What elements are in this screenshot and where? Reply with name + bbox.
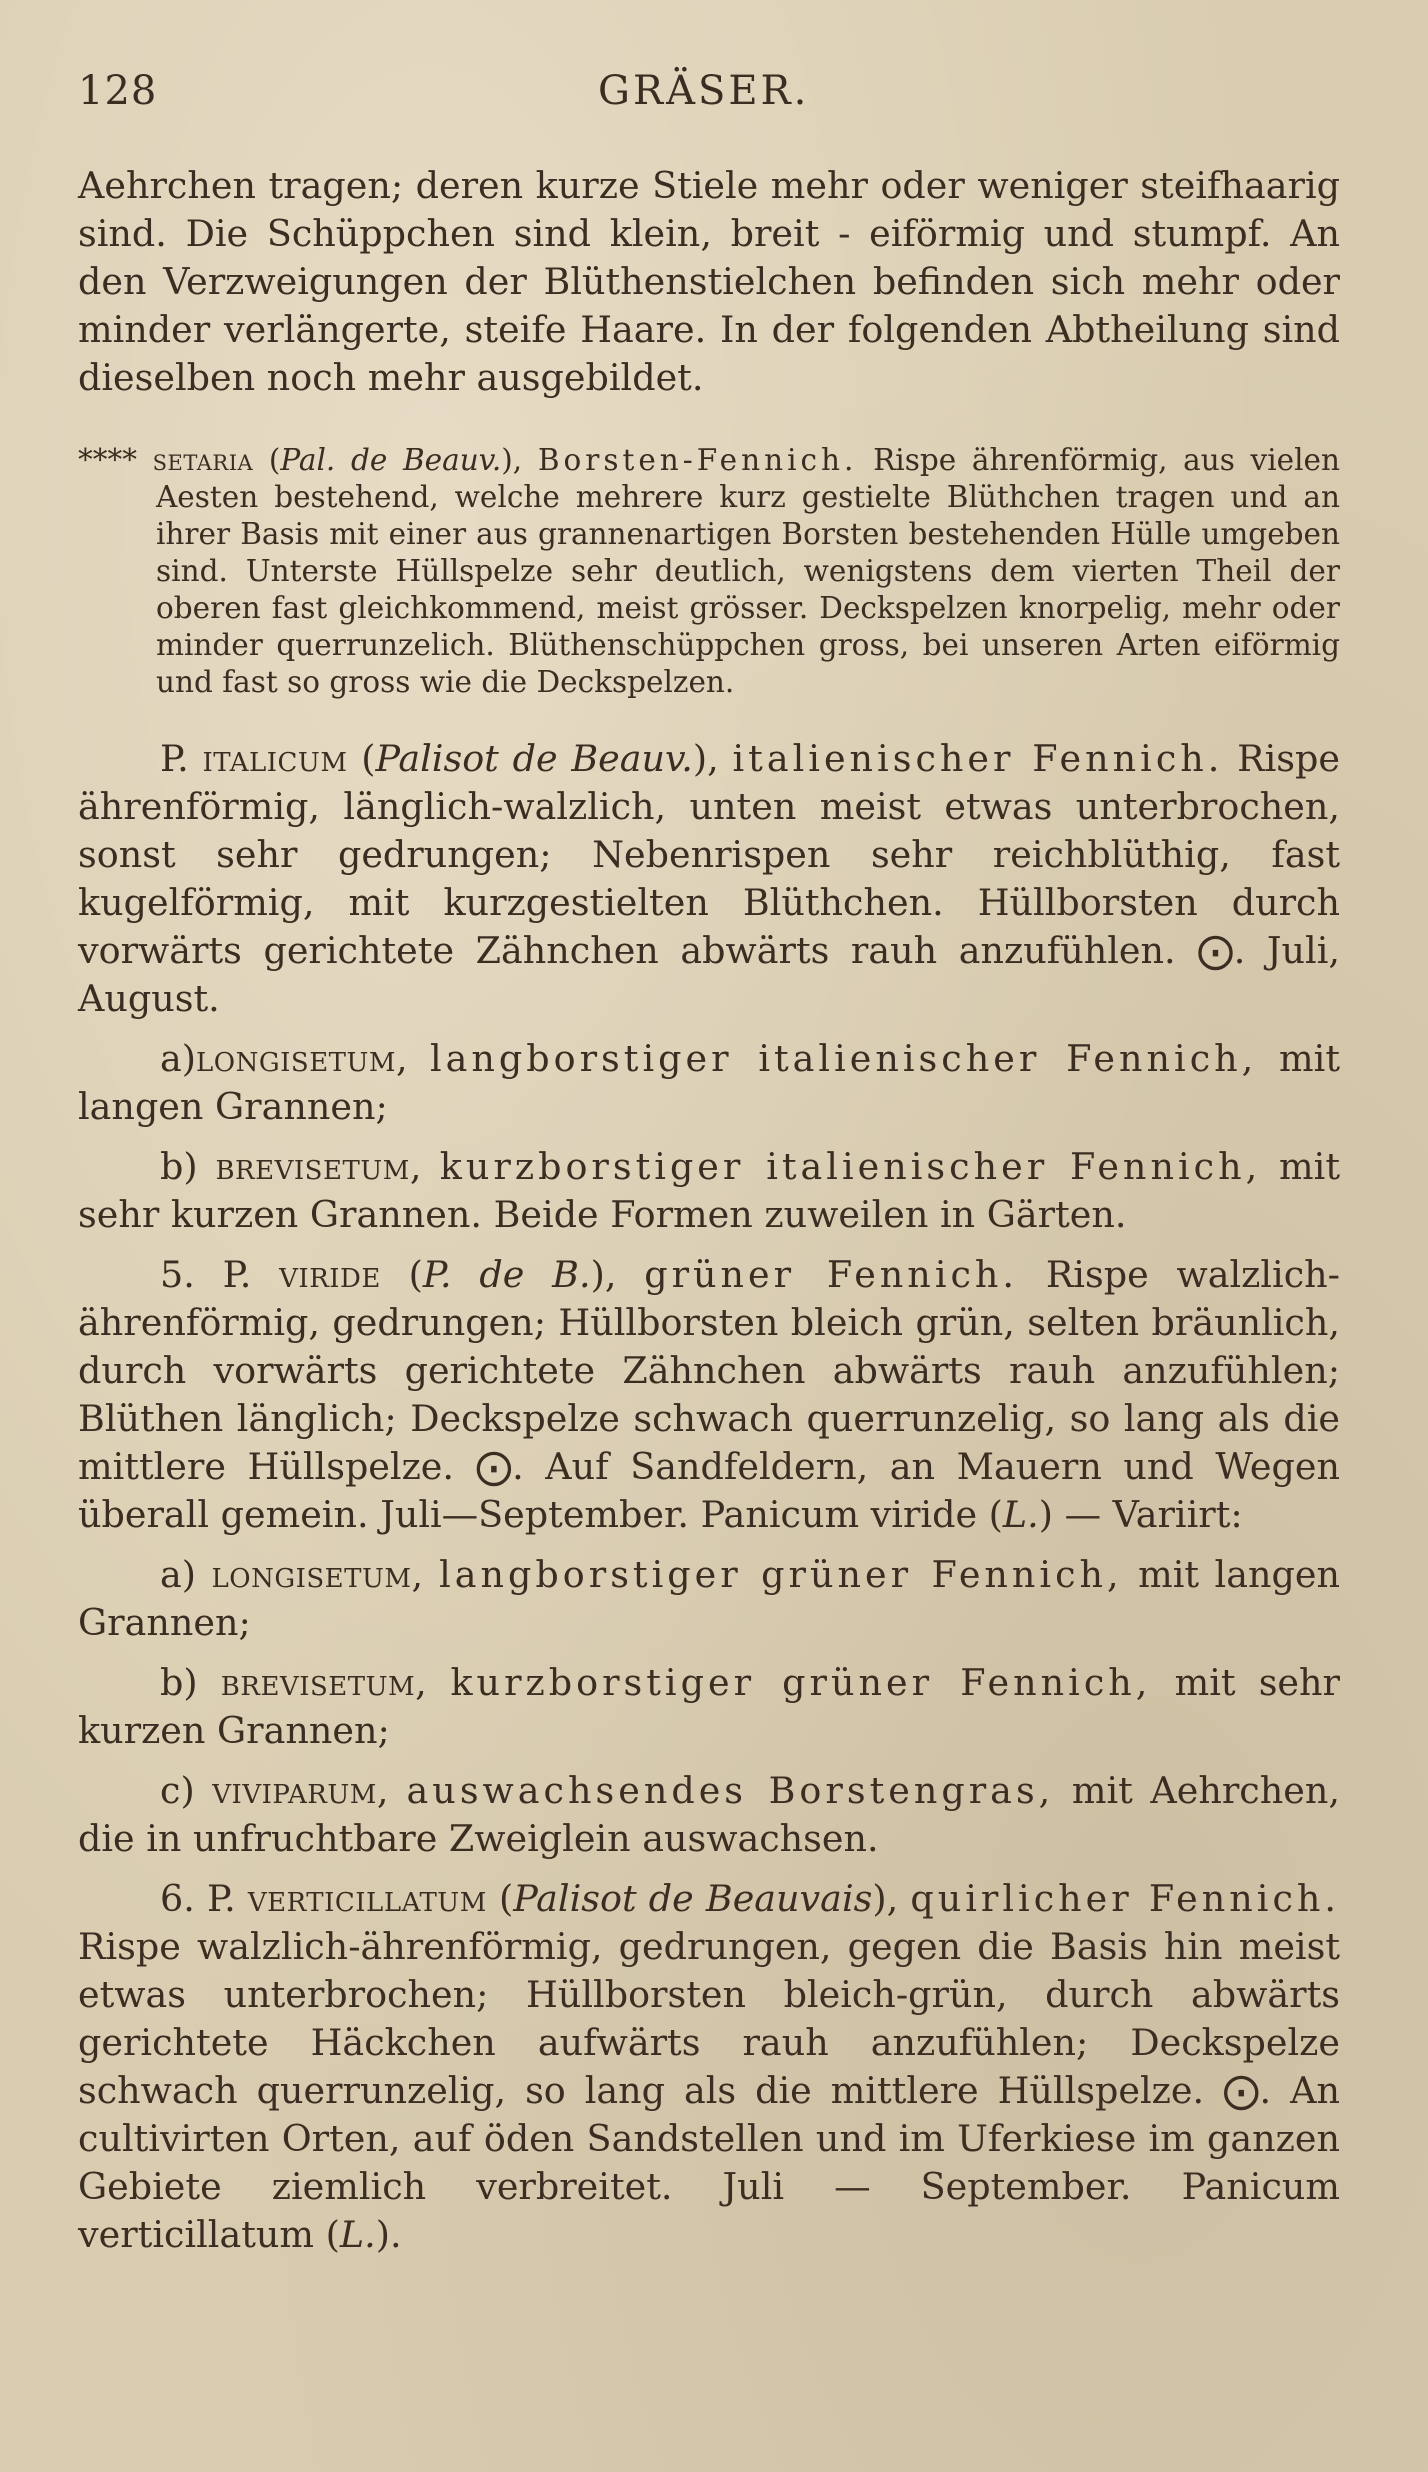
genus: P. xyxy=(222,1253,252,1296)
variety-name: brevisetum, xyxy=(215,1145,422,1188)
entry-number: 6. xyxy=(160,1877,195,1920)
description: Rispe walzlich-ährenförmig, gedrungen; Hüllborsten bleich grün, selten bräunlich, durch vorwärts gerichtete Zähnchen abwärts rauh anzufühlen; Blüthen länglich; Deckspelze schwach querrunzelig, so lang als die mittlere Hüllspelze. xyxy=(78,1253,1340,1488)
common-name: quirlicher Fennich. xyxy=(910,1877,1341,1920)
annual-symbol-icon: ⨀ xyxy=(475,1445,513,1488)
tail: ) — Variirt: xyxy=(1038,1493,1243,1536)
synonym-author: L. xyxy=(339,2213,376,2256)
genus-name: setaria xyxy=(152,443,254,477)
description: Rispe ährenförmig, länglich-walzlich, unten meist etwas unterbrochen, sonst sehr gedrungen; Nebenrispen sehr reichblüthig, fast kugelförmig, mit kurzgestielten Blüthchen. Hüllborsten durch vorwärts gerichtete Zähnchen abwärts rauh anzufühlen. xyxy=(78,737,1340,972)
author: Palisot de Beauv. xyxy=(375,737,693,780)
stars: **** xyxy=(78,443,137,477)
common-name: grüner Fennich. xyxy=(644,1253,1019,1296)
entry-number: 5. xyxy=(160,1253,195,1296)
description: mit Aehrchen, die in unfruchtbare Zweiglein auswachsen. xyxy=(78,1769,1340,1860)
genus: P. xyxy=(206,1877,236,1920)
description: Rispe walzlich-ährenförmig, gedrungen, gegen die Basis hin meist etwas unterbrochen; Hüllborsten bleich-grün, durch abwärts gerichtete Häckchen aufwärts rauh anzufühlen; Deckspelze schwach querrunzelig, so lang als die mittlere Hüllspelze. xyxy=(78,1925,1340,2112)
page-body xyxy=(78,162,1340,2259)
variety-name: longisetum, xyxy=(196,1037,409,1080)
page-number: 128 xyxy=(78,68,158,114)
habitat: An cultivirten Orten, auf öden Sandstellen und im Uferkiese im ganzen Gebiete ziemlich verbreitet. Juli — September. Panicum verticillatum ( xyxy=(78,2069,1340,2256)
description: Rispe ährenförmig, aus vielen Aesten bestehend, welche mehrere kurz gestielte Blüthchen tragen und an ihrer Basis mit einer aus grannenartigen Borsten bestehenden Hülle umgeben sind. Unterste Hüllspelze sehr deutlich, wenigstens dem vierten Theil der oberen fast gleichkommend, meist grösser. Deckspelzen knorpelig, mehr oder minder querrunzelich. Blüthenschüppchen gross, bei unseren Arten eiförmig und fast so gross wie die Deckspelzen. xyxy=(156,443,1340,699)
paragraph-italicum: P. italicum (Palisot de Beauv.), italienischer Fennich. Rispe ährenförmig, länglich-walzlich, unten meist etwas unterbrochen, sonst sehr gedrungen; Nebenrispen sehr reichblüthig, fast kugelförmig, mit kurzgestielten Blüthchen. Hüllborsten durch vorwärts gerichtete Zähnchen abwärts rauh anzufühlen. ⨀. Juli, August. xyxy=(78,737,1340,1020)
paragraph-setaria: **** setaria (Pal. de Beauv.), Borsten-Fennich. Rispe ährenförmig, aus vielen Aesten bestehend, welche mehrere kurz gestielte Blüthchen tragen und an ihrer Basis mit einer aus grannenartigen Borsten bestehenden Hülle umgeben sind. Unterste Hüllspelze sehr deutlich, wenigstens dem vierten Theil der oberen fast gleichkommend, meist grösser. Deckspelzen knorpelig, mehr oder minder querrunzelich. Blüthenschüppchen gross, bei unseren Arten eiförmig und fast so gross wie die Deckspelzen. xyxy=(78,443,1340,699)
species-name: italicum xyxy=(202,737,348,780)
running-head: GRÄSER. xyxy=(598,68,810,114)
paragraph-intro: Aehrchen tragen; deren kurze Stiele mehr oder weniger steifhaarig sind. Die Schüppchen sind klein, breit - eiförmig und stumpf. An den Verzweigungen der Blüthenstielchen befinden sich mehr oder minder verlängerte, steife Haare. In der folgenden Abtheilung sind dieselben noch mehr ausgebildet. xyxy=(78,164,1340,399)
variety-name: viviparum, xyxy=(212,1769,389,1812)
variety-label: c) xyxy=(160,1769,195,1812)
paragraph-viride: 5. P. viride (P. de B.), grüner Fennich. Rispe walzlich-ährenförmig, gedrungen; Hüllborsten bleich grün, selten bräunlich, durch vorwärts gerichtete Zähnchen abwärts rauh anzufühlen; Blüthen länglich; Deckspelze schwach querrunzelig, so lang als die mittlere Hüllspelze. ⨀. Auf Sandfeldern, an Mauern und Wegen überall gemein. Juli—September. Panicum viride (L.) — Variirt: xyxy=(78,1253,1340,1536)
common-name: kurzborstiger italienischer Fennich, xyxy=(439,1145,1262,1188)
synonym-author: L. xyxy=(1002,1493,1039,1536)
variety-label: a) xyxy=(160,1037,197,1080)
author: P. de B. xyxy=(422,1253,591,1296)
paragraph-italicum-a xyxy=(78,1035,1340,1131)
species-name: viride xyxy=(279,1253,381,1296)
flowering-months: Juli, August. xyxy=(78,929,1340,1020)
common-name: langborstiger grüner Fennich, xyxy=(439,1553,1123,1596)
habitat: Auf Sandfeldern, an Mauern und Wegen überall gemein. Juli—September. Panicum viride ( xyxy=(78,1445,1340,1536)
tail: ). xyxy=(375,2213,402,2256)
description: mit langen Grannen; xyxy=(78,1553,1340,1644)
author: Palisot de Beauvais xyxy=(513,1877,873,1920)
variety-name: brevisetum, xyxy=(220,1661,428,1704)
common-name: italienischer Fennich. xyxy=(732,737,1224,780)
page-header xyxy=(78,68,1348,128)
description: mit langen Grannen; xyxy=(78,1037,1340,1128)
genus: P. xyxy=(160,737,189,780)
description: mit sehr kurzen Grannen; xyxy=(78,1661,1340,1752)
variety-label: b) xyxy=(160,1661,198,1704)
paragraph-viride-a xyxy=(78,1551,1340,1647)
paragraph-verticillatum: 6. P. verticillatum (Palisot de Beauvais), quirlicher Fennich. Rispe walzlich-ährenförmig, gedrungen, gegen die Basis hin meist etwas unterbrochen; Hüllborsten bleich-grün, durch abwärts gerichtete Häckchen aufwärts rauh anzufühlen; Deckspelze schwach querrunzelig, so lang als die mittlere Hüllspelze. ⨀. An cultivirten Orten, auf öden Sandstellen und im Uferkiese im ganzen Gebiete ziemlich verbreitet. Juli — September. Panicum verticillatum (L.). xyxy=(78,1877,1341,2256)
annual-symbol-icon: ⨀ xyxy=(1223,2069,1260,2112)
common-name: auswachsendes Borstengras, xyxy=(406,1769,1055,1812)
annual-symbol-icon: ⨀ xyxy=(1197,929,1234,972)
variety-label: b) xyxy=(160,1145,198,1188)
variety-label: a) xyxy=(160,1553,197,1596)
variety-name: longisetum, xyxy=(211,1553,424,1596)
common-name: kurzborstiger grüner Fennich, xyxy=(450,1661,1152,1704)
paragraph-italicum-b xyxy=(78,1143,1340,1239)
description: mit sehr kurzen Grannen. Beide Formen zuweilen in Gärten. xyxy=(78,1145,1340,1236)
paragraph-viride-b xyxy=(78,1659,1340,1755)
species-name: verticillatum xyxy=(247,1877,487,1920)
paragraph-viride-c xyxy=(78,1767,1340,1863)
author: Pal. de Beauv. xyxy=(280,443,502,477)
common-name: Borsten-Fennich. xyxy=(537,443,858,477)
common-name: langborstiger italienischer Fennich, xyxy=(429,1037,1258,1080)
